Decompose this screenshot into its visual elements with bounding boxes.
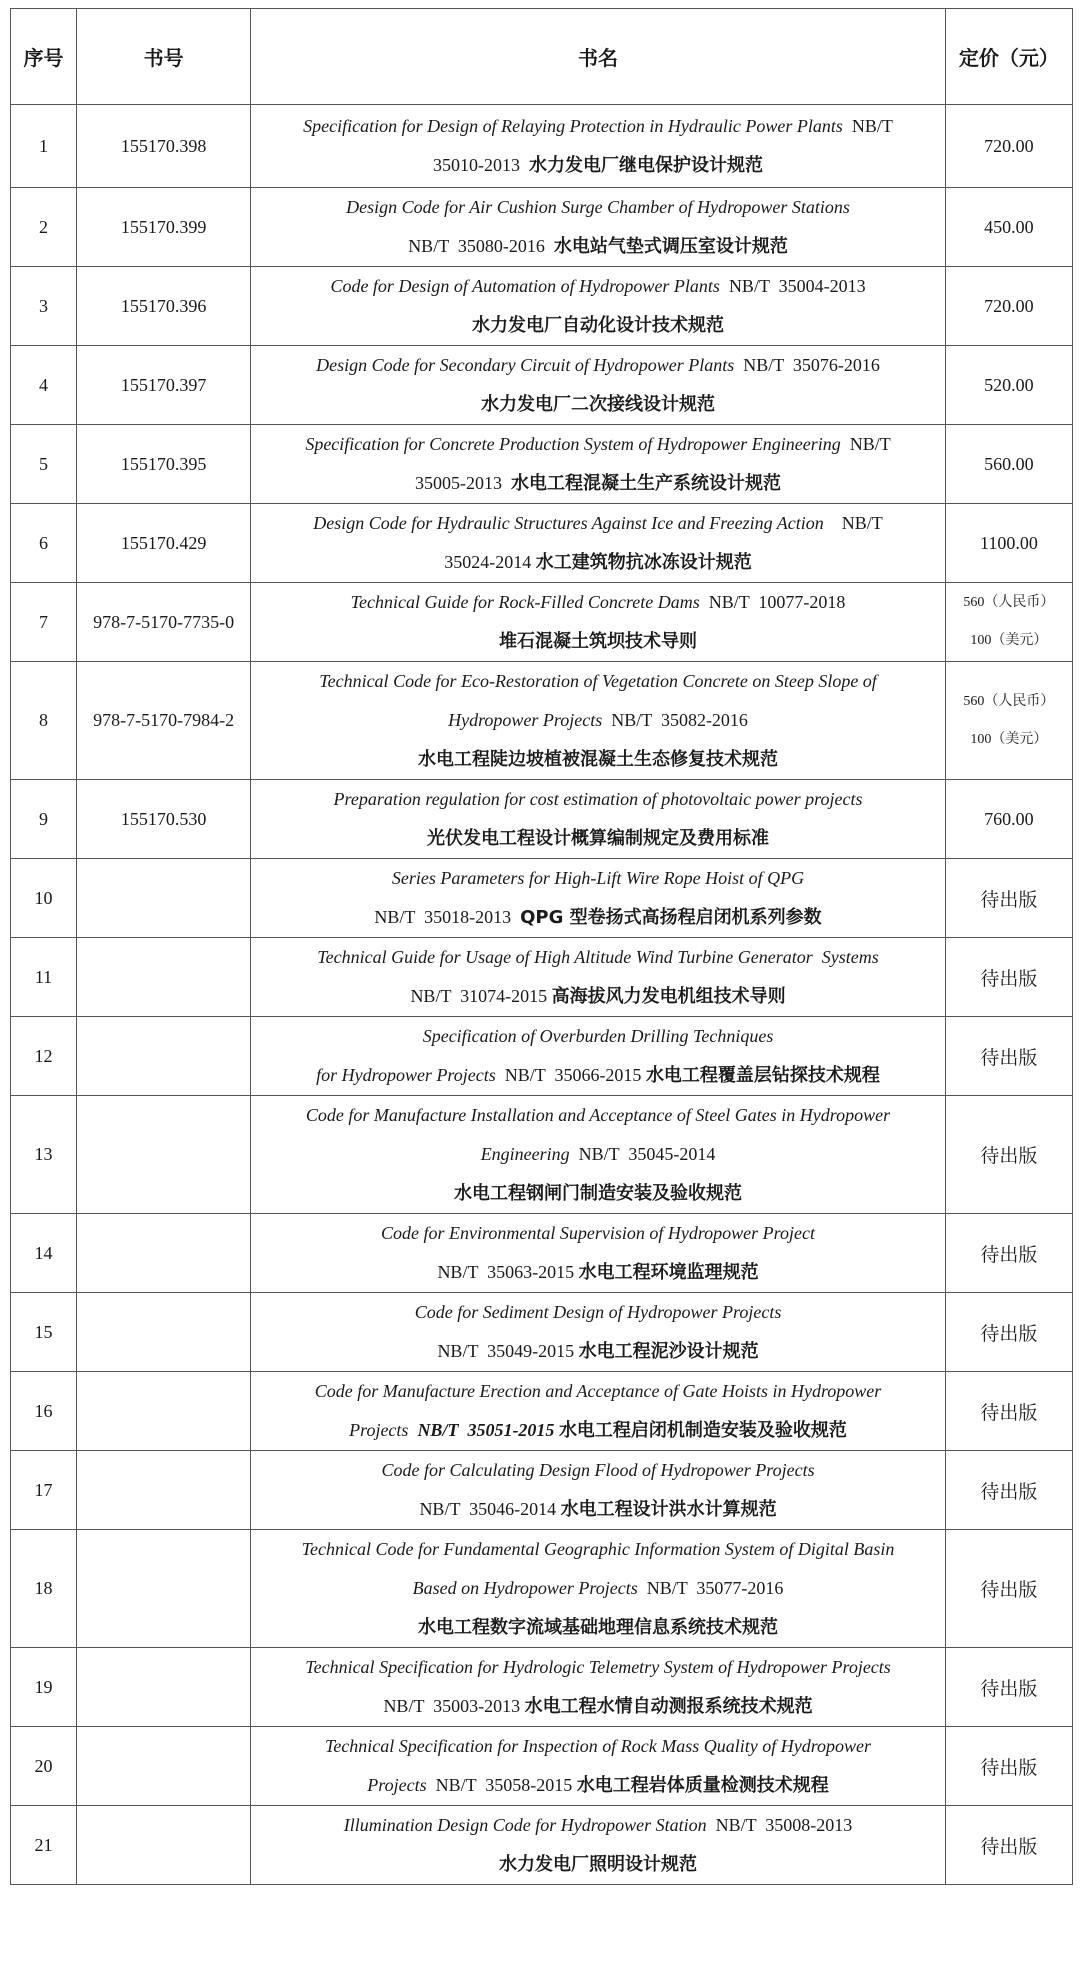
row-price: 560.00 — [945, 425, 1072, 504]
row-serial-number: 17 — [11, 1451, 77, 1530]
title-lines — [251, 780, 945, 858]
row-book-title — [251, 1017, 946, 1096]
title-line — [259, 1056, 937, 1095]
row-serial-number: 12 — [11, 1017, 77, 1096]
title-line — [259, 819, 937, 858]
title-lines — [251, 267, 945, 345]
row-serial-number: 11 — [11, 938, 77, 1017]
standard-number: 35024-2014 — [444, 552, 536, 572]
title-line — [259, 977, 937, 1016]
title-line — [259, 1490, 937, 1529]
title-chinese: 水电工程钢闸门制造安装及验收规范 — [454, 1183, 743, 1204]
title-chinese: 水电工程水情自动测报系统技术规范 — [524, 1696, 813, 1717]
row-book-title — [251, 859, 946, 938]
standard-number: NB/T — [840, 434, 891, 454]
table-body — [11, 105, 1073, 1885]
row-book-number — [77, 1530, 251, 1648]
row-serial-number: 18 — [11, 1530, 77, 1648]
title-lines — [251, 1372, 945, 1450]
table-row — [11, 859, 1073, 938]
standard-number: NB/T 35018-2013 — [374, 907, 521, 927]
table-row — [11, 346, 1073, 425]
table-row — [11, 1214, 1073, 1293]
row-price — [945, 662, 1072, 780]
title-lines — [251, 1096, 945, 1213]
row-book-number — [77, 1806, 251, 1885]
table-row — [11, 1451, 1073, 1530]
standard-number: NB/T 35008-2013 — [706, 1815, 853, 1835]
standard-number: NB/T 35080-2016 — [408, 236, 554, 256]
title-line — [259, 1411, 937, 1450]
title-line — [259, 1372, 937, 1411]
row-book-number — [77, 1017, 251, 1096]
row-book-number — [77, 1096, 251, 1214]
row-serial-number: 14 — [11, 1214, 77, 1293]
title-line — [259, 107, 937, 146]
standard-number: NB/T — [842, 116, 893, 136]
standard-number: NB/T 35077-2016 — [637, 1578, 784, 1598]
title-line — [259, 740, 937, 779]
title-lines — [251, 1214, 945, 1292]
row-book-title — [251, 346, 946, 425]
row-book-number — [77, 938, 251, 1017]
title-english: Design Code for Air Cushion Surge Chamber of Hydropower Stations — [346, 197, 850, 217]
standard-number: NB/T 35004-2013 — [719, 276, 866, 296]
table-row — [11, 1096, 1073, 1214]
title-line — [259, 583, 937, 622]
title-lines — [251, 1451, 945, 1529]
row-book-number — [77, 1214, 251, 1293]
row-serial-number: 19 — [11, 1648, 77, 1727]
row-book-number: 155170.530 — [77, 780, 251, 859]
row-serial-number: 3 — [11, 267, 77, 346]
row-price: 720.00 — [945, 267, 1072, 346]
title-english: Technical Code for Eco-Restoration of Vegetation Concrete on Steep Slope of — [319, 671, 877, 691]
row-book-number — [77, 1727, 251, 1806]
title-lines — [251, 346, 945, 424]
title-chinese: 水电工程覆盖层钻探技术规程 — [645, 1065, 880, 1086]
row-book-title — [251, 1806, 946, 1885]
row-price: 待出版 — [945, 938, 1072, 1017]
title-line — [259, 1687, 937, 1726]
table-row — [11, 1806, 1073, 1885]
title-line — [259, 1253, 937, 1292]
title-chinese: 高海拔风力发电机组技术导则 — [551, 986, 786, 1007]
row-book-title — [251, 188, 946, 267]
standard-number: NB/T 35045-2014 — [569, 1144, 716, 1164]
title-lines — [251, 1648, 945, 1726]
row-book-number: 978-7-5170-7735-0 — [77, 583, 251, 662]
header-book-number: 书号 — [77, 9, 251, 105]
title-lines — [251, 107, 945, 185]
title-english: Projects — [367, 1775, 427, 1795]
title-english: Hydropower Projects — [448, 710, 603, 730]
standard-number: NB/T — [823, 513, 883, 533]
title-line — [259, 1648, 937, 1687]
row-price: 待出版 — [945, 1530, 1072, 1648]
row-book-title — [251, 1293, 946, 1372]
title-line — [259, 346, 937, 385]
title-english: Based on Hydropower Projects — [412, 1578, 638, 1598]
table-row — [11, 1727, 1073, 1806]
title-english: Technical Guide for Rock-Filled Concrete Dams — [350, 592, 700, 612]
title-lines — [251, 188, 945, 266]
title-line — [259, 1608, 937, 1647]
row-book-title — [251, 425, 946, 504]
row-serial-number: 1 — [11, 105, 77, 188]
header-price: 定价（元） — [945, 9, 1072, 105]
title-line — [259, 859, 937, 898]
row-price: 待出版 — [945, 1214, 1072, 1293]
title-line — [259, 227, 937, 266]
title-lines — [251, 938, 945, 1016]
title-line — [259, 1806, 937, 1845]
title-line — [259, 1766, 937, 1805]
title-line — [259, 188, 937, 227]
row-book-title — [251, 1451, 946, 1530]
row-book-title — [251, 1727, 946, 1806]
title-line — [259, 146, 937, 185]
title-chinese: 水电站气垫式调压室设计规范 — [553, 236, 788, 257]
title-chinese: 水电工程设计洪水计算规范 — [560, 1499, 777, 1520]
title-chinese: 水电工程数字流域基础地理信息系统技术规范 — [418, 1617, 779, 1638]
standard-number: NB/T 35051-2015 — [417, 1420, 559, 1440]
title-english: Technical Code for Fundamental Geographic Information System of Digital Basin — [301, 1539, 895, 1559]
row-serial-number: 9 — [11, 780, 77, 859]
title-line — [259, 1017, 937, 1056]
standard-number: NB/T 10077-2018 — [699, 592, 846, 612]
row-book-number: 155170.398 — [77, 105, 251, 188]
standard-number: NB/T 35066-2015 — [495, 1065, 646, 1085]
title-english: Specification for Design of Relaying Protection in Hydraulic Power Plants — [303, 116, 843, 136]
table-row — [11, 1530, 1073, 1648]
title-line — [259, 1727, 937, 1766]
title-lines — [251, 1293, 945, 1371]
title-english: Code for Environmental Supervision of Hydropower Project — [381, 1223, 815, 1243]
title-english: Code for Design of Automation of Hydropower Plants — [330, 276, 720, 296]
row-serial-number: 2 — [11, 188, 77, 267]
header-book-title: 书名 — [251, 9, 946, 105]
title-line — [259, 267, 937, 306]
row-book-number — [77, 1451, 251, 1530]
standard-number: 35010-2013 — [433, 155, 530, 175]
row-price: 待出版 — [945, 1806, 1072, 1885]
title-lines — [251, 859, 945, 937]
title-line — [259, 1096, 937, 1135]
title-english: Code for Calculating Design Flood of Hydropower Projects — [381, 1460, 815, 1480]
table-row — [11, 662, 1073, 780]
book-catalog-table — [10, 8, 1073, 1885]
title-line — [259, 1332, 937, 1371]
price-line: 560（人民币） — [963, 693, 1055, 709]
title-english: Technical Guide for Usage of High Altitude Wind Turbine Generator Systems — [317, 947, 879, 967]
row-book-number: 155170.397 — [77, 346, 251, 425]
title-english: Code for Manufacture Installation and Acceptance of Steel Gates in Hydropower — [305, 1105, 891, 1125]
title-line — [259, 385, 937, 424]
title-lines — [251, 662, 945, 779]
title-line — [259, 464, 937, 503]
standard-number: NB/T 35003-2013 — [383, 1696, 525, 1716]
title-english: Code for Sediment Design of Hydropower Projects — [414, 1302, 782, 1322]
title-line — [259, 1530, 937, 1569]
title-chinese: 水电工程环境监理规范 — [578, 1262, 759, 1283]
row-price: 待出版 — [945, 859, 1072, 938]
title-chinese: 堆石混凝土筑坝技术导则 — [499, 631, 698, 652]
row-serial-number: 8 — [11, 662, 77, 780]
standard-number: NB/T 35049-2015 — [437, 1341, 579, 1361]
title-line — [259, 701, 937, 740]
row-book-title — [251, 583, 946, 662]
row-book-number: 155170.395 — [77, 425, 251, 504]
row-book-title — [251, 267, 946, 346]
title-line — [259, 938, 937, 977]
row-price: 1100.00 — [945, 504, 1072, 583]
standard-number: 35005-2013 — [415, 473, 512, 493]
header-row — [11, 9, 1073, 105]
table-row — [11, 938, 1073, 1017]
title-english: Engineering — [480, 1144, 570, 1164]
row-price: 待出版 — [945, 1451, 1072, 1530]
title-line — [259, 1451, 937, 1490]
table-row — [11, 105, 1073, 188]
row-book-title — [251, 504, 946, 583]
row-serial-number: 10 — [11, 859, 77, 938]
row-price: 待出版 — [945, 1293, 1072, 1372]
title-chinese: 水电工程泥沙设计规范 — [578, 1341, 759, 1362]
row-serial-number: 5 — [11, 425, 77, 504]
title-line — [259, 543, 937, 582]
price-line: 100（美元） — [970, 633, 1048, 648]
row-price: 450.00 — [945, 188, 1072, 267]
title-line — [259, 1293, 937, 1332]
title-lines — [251, 1806, 945, 1884]
title-line — [259, 425, 937, 464]
header-serial-number: 序号 — [11, 9, 77, 105]
table-row — [11, 583, 1073, 662]
title-line — [259, 1845, 937, 1884]
title-line — [259, 898, 937, 937]
row-serial-number: 7 — [11, 583, 77, 662]
title-chinese: 水电工程陡边坡植被混凝土生态修复技术规范 — [418, 749, 779, 770]
row-price: 待出版 — [945, 1727, 1072, 1806]
title-chinese: 水力发电厂继电保护设计规范 — [529, 155, 764, 176]
title-english: Illumination Design Code for Hydropower Station — [343, 1815, 707, 1835]
row-book-number — [77, 1648, 251, 1727]
row-serial-number: 6 — [11, 504, 77, 583]
row-book-title — [251, 105, 946, 188]
table-row — [11, 1648, 1073, 1727]
row-serial-number: 4 — [11, 346, 77, 425]
title-line — [259, 622, 937, 661]
title-chinese: 水电工程岩体质量检测技术规程 — [576, 1775, 829, 1796]
title-line — [259, 780, 937, 819]
title-line — [259, 1135, 937, 1174]
title-english: Specification of Overburden Drilling Techniques — [422, 1026, 774, 1046]
row-book-title — [251, 1648, 946, 1727]
title-line — [259, 1214, 937, 1253]
title-english: Preparation regulation for cost estimation of photovoltaic power projects — [333, 789, 863, 809]
row-book-title — [251, 662, 946, 780]
row-serial-number: 21 — [11, 1806, 77, 1885]
row-book-title — [251, 938, 946, 1017]
price-line: 100（美元） — [970, 731, 1048, 747]
title-english: Technical Specification for Hydrologic Telemetry System of Hydropower Projects — [305, 1657, 891, 1677]
row-book-number: 155170.399 — [77, 188, 251, 267]
title-lines — [251, 1530, 945, 1647]
title-chinese: 水工建筑物抗冰冻设计规范 — [535, 552, 752, 573]
title-line — [259, 1569, 937, 1608]
title-english: Series Parameters for High-Lift Wire Rope Hoist of QPG — [391, 868, 805, 888]
row-book-title — [251, 1530, 946, 1648]
table-row — [11, 425, 1073, 504]
title-line — [259, 306, 937, 345]
row-price: 760.00 — [945, 780, 1072, 859]
standard-number: NB/T 35046-2014 — [419, 1499, 561, 1519]
title-chinese: 水力发电厂自动化设计技术规范 — [472, 315, 725, 336]
row-book-title — [251, 1214, 946, 1293]
title-english: Projects — [349, 1420, 418, 1440]
title-lines — [251, 425, 945, 503]
title-chinese: QPG 型卷扬式高扬程启闭机系列参数 — [520, 907, 822, 928]
row-book-number — [77, 859, 251, 938]
row-book-number: 155170.429 — [77, 504, 251, 583]
title-english: Code for Manufacture Erection and Acceptance of Gate Hoists in Hydropower — [314, 1381, 882, 1401]
row-price: 520.00 — [945, 346, 1072, 425]
standard-number: NB/T 35082-2016 — [602, 710, 748, 730]
title-lines — [251, 1727, 945, 1805]
row-book-title — [251, 780, 946, 859]
row-book-number: 978-7-5170-7984-2 — [77, 662, 251, 780]
title-line — [259, 662, 937, 701]
table-row — [11, 1372, 1073, 1451]
title-english: Design Code for Hydraulic Structures Against Ice and Freezing Action — [313, 513, 824, 533]
title-lines — [251, 504, 945, 582]
title-chinese: 水力发电厂二次接线设计规范 — [481, 394, 716, 415]
title-chinese: 水力发电厂照明设计规范 — [499, 1854, 698, 1875]
table-row — [11, 504, 1073, 583]
title-chinese: 光伏发电工程设计概算编制规定及费用标准 — [427, 828, 770, 849]
title-english: Specification for Concrete Production System of Hydropower Engineering — [305, 434, 841, 454]
row-price — [945, 583, 1072, 662]
table-row — [11, 1293, 1073, 1372]
title-english: for Hydropower Projects — [316, 1065, 496, 1085]
table-row — [11, 188, 1073, 267]
row-price: 待出版 — [945, 1017, 1072, 1096]
row-serial-number: 13 — [11, 1096, 77, 1214]
table-row — [11, 780, 1073, 859]
title-lines — [251, 583, 945, 661]
row-price: 待出版 — [945, 1648, 1072, 1727]
row-serial-number: 16 — [11, 1372, 77, 1451]
title-line — [259, 504, 937, 543]
title-chinese: 水电工程混凝土生产系统设计规范 — [511, 473, 782, 494]
table-row — [11, 267, 1073, 346]
row-price: 待出版 — [945, 1096, 1072, 1214]
row-serial-number: 20 — [11, 1727, 77, 1806]
row-serial-number: 15 — [11, 1293, 77, 1372]
row-price: 720.00 — [945, 105, 1072, 188]
standard-number: NB/T 31074-2015 — [410, 986, 552, 1006]
title-lines — [251, 1017, 945, 1095]
price-line: 560（人民币） — [963, 595, 1055, 610]
row-book-title — [251, 1096, 946, 1214]
row-book-number — [77, 1372, 251, 1451]
standard-number: NB/T 35063-2015 — [437, 1262, 579, 1282]
standard-number: NB/T 35076-2016 — [734, 355, 880, 375]
title-line — [259, 1174, 937, 1213]
title-english: Design Code for Secondary Circuit of Hydropower Plants — [316, 355, 735, 375]
table-row — [11, 1017, 1073, 1096]
title-english: Technical Specification for Inspection of Rock Mass Quality of Hydropower — [324, 1736, 872, 1756]
row-book-title — [251, 1372, 946, 1451]
standard-number: NB/T 35058-2015 — [426, 1775, 577, 1795]
row-book-number: 155170.396 — [77, 267, 251, 346]
title-chinese: 水电工程启闭机制造安装及验收规范 — [558, 1420, 847, 1441]
row-price: 待出版 — [945, 1372, 1072, 1451]
row-book-number — [77, 1293, 251, 1372]
